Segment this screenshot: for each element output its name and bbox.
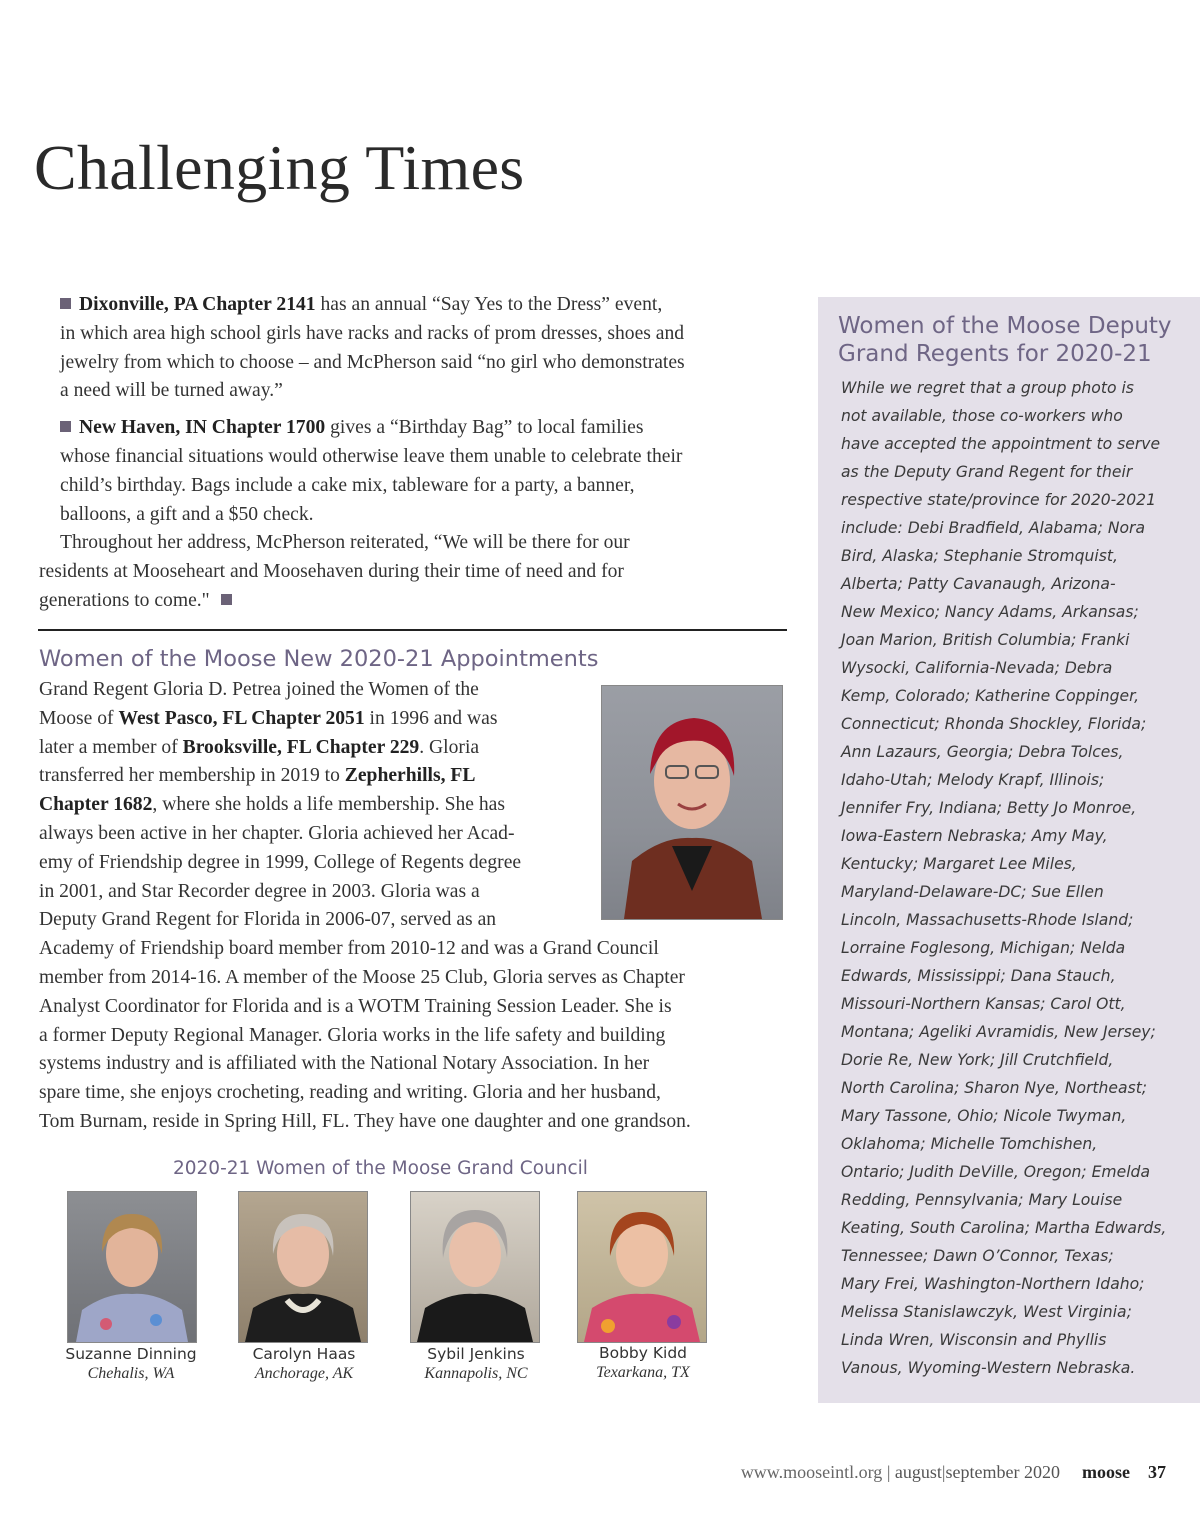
bullet-square-icon [60, 298, 71, 309]
sidebar-line: Iowa-Eastern Nebraska; Amy May, [841, 827, 1108, 845]
council-member-caption [567, 1343, 719, 1383]
grand-council-heading: 2020-21 Women of the Moose Grand Council [173, 1158, 588, 1179]
sidebar-line: Joan Marion, British Columbia; Franki [841, 631, 1130, 649]
council-member-photo [577, 1191, 707, 1343]
footer-month: september [945, 1462, 1020, 1482]
sidebar-line: Edwards, Mississippi; Dana Stauch, [841, 967, 1116, 985]
body-line: Analyst Coordinator for Florida and is a WOTM Training Session Leader. She is [39, 995, 672, 1017]
sidebar-line: Tennessee; Dawn O’Connor, Texas; [841, 1247, 1114, 1265]
sidebar-line: Dorie Re, New York; Jill Crutchfield, [841, 1051, 1114, 1069]
sidebar-line: Lorraine Foglesong, Michigan; Nelda [841, 939, 1126, 957]
sidebar-line: include: Debi Bradfield, Alabama; Nora [841, 519, 1146, 537]
sidebar-line: Lincoln, Massachusetts-Rhode Island; [841, 911, 1134, 929]
body-line: spare time, she enjoys crocheting, reading and writing. Gloria and her husband, [39, 1082, 661, 1104]
closing-text: Throughout her address, McPherson reiterated, “We will be there for our [60, 532, 630, 554]
section-divider [38, 629, 787, 631]
body-line: member from 2014-16. A member of the Moose 25 Club, Gloria serves as Chapter [39, 966, 685, 988]
footer-url[interactable]: www.mooseintl.org [740, 1462, 883, 1482]
chapter-text: a need will be turned away.” [60, 380, 283, 402]
body-line: Academy of Friendship board member from 2010-12 and was a Grand Council [39, 938, 659, 960]
sidebar-line: respective state/province for 2020-2021 [841, 491, 1156, 509]
chapter-link-west-pasco: West Pasco, FL Chapter 2051 [118, 707, 365, 729]
sidebar-line: Alberta; Patty Cavanaugh, Arizona- [841, 575, 1116, 593]
body-line: always been active in her chapter. Gloria achieved her Acad- [39, 822, 515, 844]
appointments-body: Grand Regent Gloria D. Petrea joined the Women of the Moose of West Pasco, FL Chapter 2051 in 1996 and was later a member of Brooksville, FL Chapter 229. Gloria transferred her membership in 2019 to Zepherhills, FL Chapter 1682, where she holds a life membership. She has always been active in her chapter. Gloria achieved her Acad- emy of Friendship degree in 1999, College of Regents degree in 2001, and Star Recorder degree in 2003. Gloria was a Deputy Grand Regent for Florida in 2006-07, served as an Academy of Friendship board member from 2010-12 and was a Grand Council member from 2014-16. A member of the Moose 25 Club, Gloria serves as Chapter Analyst Coordinator for Florida and is a WOTM Training Session Leader. She is a former Deputy Regional Manager. Gloria works in the life safety and building systems industry and is affiliated with the National Notary Association. In her spare time, she enjoys crocheting, reading and writing. Gloria and her husband, Tom Burnam, reside in Spring Hill, FL. They have one daughter and one grandson. [39, 676, 799, 1137]
sidebar-title: Women of the Moose Deputy Grand Regents for 2020-21 [838, 313, 1172, 367]
chapter-text: gives a “Birthday Bag” to local families [325, 417, 644, 439]
closing-paragraph [39, 529, 799, 615]
body-line: Deputy Grand Regent for Florida in 2006-07, served as an [39, 909, 497, 931]
body-line: Tom Burnam, reside in Spring Hill, FL. They have one daughter and one grandson. [39, 1110, 691, 1132]
closing-text: residents at Mooseheart and Moosehaven during their time of need and for [39, 561, 624, 583]
sidebar-line: Connecticut; Rhonda Shockley, Florida; [841, 715, 1147, 733]
chapter-text: has an annual “Say Yes to the Dress” event, [315, 294, 663, 315]
member-location: Chehalis, WA [87, 1365, 175, 1382]
member-name: Bobby Kidd [598, 1344, 688, 1362]
chapter-items [39, 291, 799, 616]
sidebar-line: not available, those co-workers who [841, 407, 1123, 425]
sidebar-line: Redding, Pennsylvania; Mary Louise [841, 1191, 1123, 1209]
member-name: Carolyn Haas [252, 1345, 356, 1363]
footer-brand: moose [1082, 1462, 1130, 1482]
sidebar-line: Wysocki, California-Nevada; Debra [841, 659, 1113, 677]
member-location: Anchorage, AK [254, 1365, 354, 1382]
footer-month: august [894, 1462, 942, 1482]
chapter-text: child’s birthday. Bags include a cake mix, tableware for a party, a banner, [60, 474, 635, 496]
sidebar-line: Bird, Alaska; Stephanie Stromquist, [841, 547, 1118, 565]
chapter-link-zepherhills-number: Chapter 1682 [39, 794, 153, 816]
council-member-caption [228, 1344, 380, 1384]
sidebar-line: Kemp, Colorado; Katherine Coppinger, [841, 687, 1140, 705]
sidebar-line: Idaho-Utah; Melody Krapf, Illinois; [841, 771, 1105, 789]
sidebar-line: Mary Tassone, Ohio; Nicole Twyman, [841, 1107, 1127, 1125]
sidebar-line: Ann Lazaurs, Georgia; Debra Tolces, [841, 743, 1124, 761]
member-name: Sybil Jenkins [427, 1345, 525, 1363]
sidebar-line: Ontario; Judith DeVille, Oregon; Emelda [841, 1163, 1150, 1181]
end-mark-icon [221, 594, 232, 605]
footer-year: 2020 [1019, 1462, 1060, 1482]
chapter-item-new-haven [39, 414, 799, 529]
body-line: systems industry and is affiliated with the National Notary Association. In her [39, 1053, 650, 1075]
bullet-square-icon [60, 421, 71, 432]
member-location: Texarkana, TX [596, 1364, 690, 1381]
sidebar-line: Oklahoma; Michelle Tomchishen, [841, 1135, 1098, 1153]
body-line: in 2001, and Star Recorder degree in 2003. Gloria was a [39, 880, 480, 902]
page-title: Challenging Times [34, 132, 525, 203]
sidebar-line: While we regret that a group photo is [841, 379, 1134, 397]
chapter-name: Dixonville, PA Chapter 2141 [79, 294, 316, 315]
closing-text: generations to come." [39, 589, 215, 611]
sidebar-line: New Mexico; Nancy Adams, Arkansas; [841, 603, 1139, 621]
sidebar-line: Mary Frei, Washington-Northern Idaho; [841, 1275, 1145, 1293]
page-footer: www.mooseintl.org | august|september 2020 moose 37 [740, 1462, 1166, 1482]
sidebar-line: Keating, South Carolina; Martha Edwards, [841, 1219, 1167, 1237]
appointments-heading: Women of the Moose New 2020-21 Appointments [39, 646, 599, 672]
sidebar-line: Montana; Ageliki Avramidis, New Jersey; [841, 1023, 1156, 1041]
body-line: a former Deputy Regional Manager. Gloria works in the life safety and building [39, 1024, 666, 1046]
member-name: Suzanne Dinning [65, 1345, 197, 1363]
council-member-photo [67, 1191, 197, 1343]
page-number: 37 [1148, 1462, 1166, 1482]
chapter-item-dixonville [39, 291, 799, 406]
sidebar-line: Melissa Stanislawczyk, West Virginia; [841, 1303, 1132, 1321]
council-member-caption [398, 1344, 554, 1384]
member-location: Kannapolis, NC [424, 1365, 528, 1382]
council-member-photo [410, 1191, 540, 1343]
chapter-text: balloons, a gift and a $50 check. [60, 503, 314, 525]
body-line: Grand Regent Gloria D. Petrea joined the Women of the [39, 679, 479, 700]
chapter-text: jewelry from which to choose – and McPherson said “no girl who demonstrates [60, 351, 685, 373]
chapter-text: in which area high school girls have racks and racks of prom dresses, shoes and [60, 322, 685, 344]
sidebar-line: Jennifer Fry, Indiana; Betty Jo Monroe, [841, 799, 1137, 817]
sidebar-line: Missouri-Northern Kansas; Carol Ott, [841, 995, 1126, 1013]
sidebar-line: North Carolina; Sharon Nye, Northeast; [841, 1079, 1148, 1097]
sidebar-line: Linda Wren, Wisconsin and Phyllis [841, 1331, 1107, 1349]
body-line: emy of Friendship degree in 1999, College of Regents degree [39, 851, 522, 873]
sidebar-line: have accepted the appointment to serve [841, 435, 1161, 453]
chapter-text: whose financial situations would otherwise leave them unable to celebrate their [60, 445, 683, 467]
chapter-link-brooksville: Brooksville, FL Chapter 229 [182, 736, 420, 758]
sidebar-line: as the Deputy Grand Regent for their [841, 463, 1133, 481]
chapter-link-zepherhills: Zepherhills, FL [344, 765, 476, 787]
sidebar-text [841, 374, 1171, 1382]
sidebar-line: Kentucky; Margaret Lee Miles, [841, 855, 1077, 873]
chapter-name: New Haven, IN Chapter 1700 [79, 417, 326, 439]
council-member-caption [55, 1344, 207, 1384]
sidebar-line: Vanous, Wyoming-Western Nebraska. [841, 1359, 1136, 1377]
council-member-photo [238, 1191, 368, 1343]
sidebar-line: Maryland-Delaware-DC; Sue Ellen [841, 883, 1104, 901]
